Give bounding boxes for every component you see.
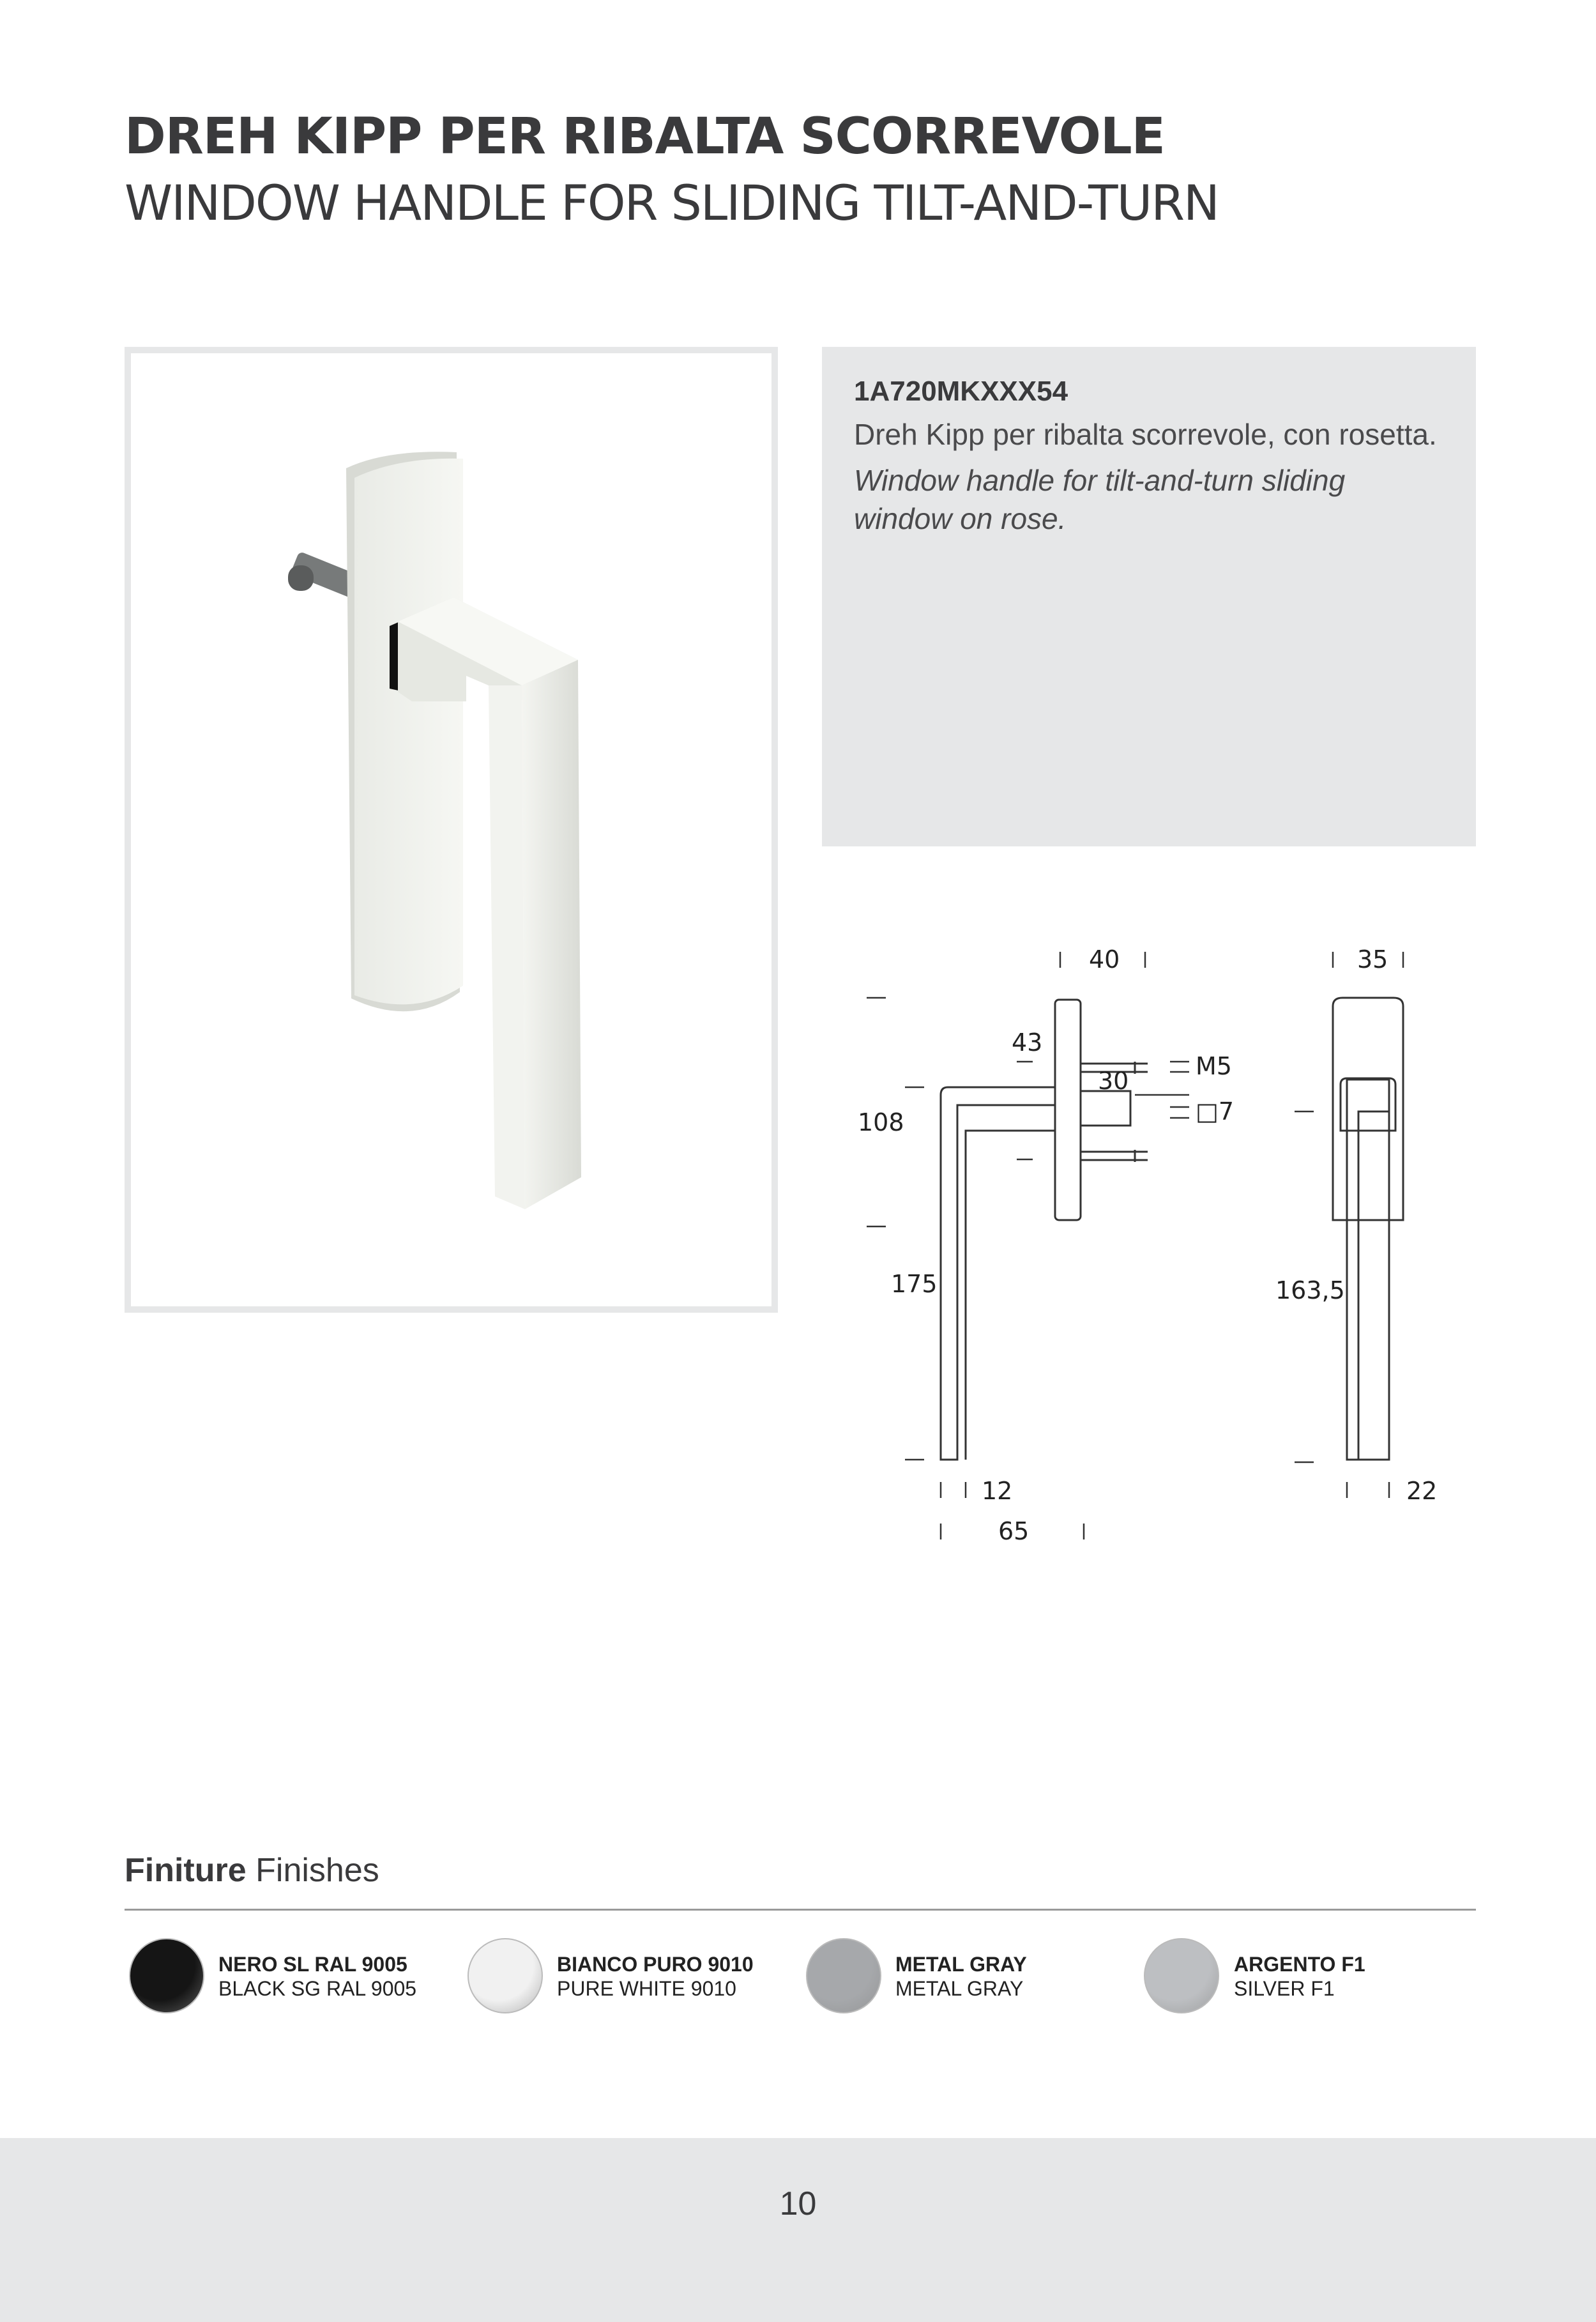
dim-175: 175 bbox=[891, 1270, 938, 1298]
dim-square-7: □7 bbox=[1196, 1097, 1235, 1126]
dim-163-5: 163,5 bbox=[1275, 1276, 1345, 1304]
swatch-metal-gray bbox=[806, 1938, 881, 2013]
finish-item-silver bbox=[1234, 1952, 1365, 2001]
finish-item-metal-gray bbox=[895, 1952, 1027, 2001]
finishes-divider bbox=[125, 1909, 1476, 1911]
finish-name-it: METAL GRAY bbox=[895, 1953, 1027, 1976]
finishes-heading-light: Finishes bbox=[255, 1852, 379, 1889]
finish-name-it: ARGENTO F1 bbox=[1234, 1953, 1365, 1976]
page-title: DREH KIPP PER RIBALTA SCORREVOLE bbox=[125, 108, 1165, 165]
finish-name-en: SILVER F1 bbox=[1234, 1977, 1335, 2000]
finish-name-en: PURE WHITE 9010 bbox=[557, 1977, 736, 2000]
dim-40: 40 bbox=[1089, 945, 1120, 974]
dim-m5: M5 bbox=[1196, 1052, 1232, 1080]
product-code: 1A720MKXXX54 bbox=[854, 376, 1068, 407]
window-handle-illustration bbox=[131, 353, 771, 1306]
page-footer bbox=[0, 2138, 1596, 2322]
swatch-white bbox=[467, 1938, 543, 2013]
dim-108: 108 bbox=[858, 1108, 904, 1136]
swatch-silver bbox=[1144, 1938, 1219, 2013]
dim-12: 12 bbox=[982, 1477, 1013, 1505]
description-italian: Dreh Kipp per ribalta scorrevole, con rosetta. bbox=[854, 418, 1437, 451]
page-number: 10 bbox=[779, 2185, 817, 2222]
dim-43: 43 bbox=[1012, 1028, 1043, 1057]
finish-item-white bbox=[557, 1952, 754, 2001]
finish-item-black bbox=[218, 1952, 416, 2001]
dim-35: 35 bbox=[1357, 945, 1388, 974]
swatch-black bbox=[129, 1938, 204, 2013]
dim-30: 30 bbox=[1098, 1067, 1129, 1095]
description-english: Window handle for tilt-and-turn sliding window on rose. bbox=[854, 464, 1346, 535]
finish-name-en: BLACK SG RAL 9005 bbox=[218, 1977, 417, 2000]
finishes-heading bbox=[125, 1851, 379, 1890]
product-photo bbox=[125, 347, 778, 1313]
dim-65: 65 bbox=[998, 1517, 1030, 1545]
product-info-panel bbox=[822, 347, 1476, 846]
dim-22: 22 bbox=[1406, 1477, 1438, 1505]
finish-name-en: METAL GRAY bbox=[895, 1977, 1024, 2000]
finish-name-it: BIANCO PURO 9010 bbox=[557, 1953, 754, 1976]
page-subtitle: WINDOW HANDLE FOR SLIDING TILT-AND-TURN bbox=[125, 174, 1219, 231]
technical-drawing bbox=[822, 920, 1476, 1559]
finishes-heading-bold: Finiture bbox=[125, 1852, 247, 1889]
finish-name-it: NERO SL RAL 9005 bbox=[218, 1953, 407, 1976]
